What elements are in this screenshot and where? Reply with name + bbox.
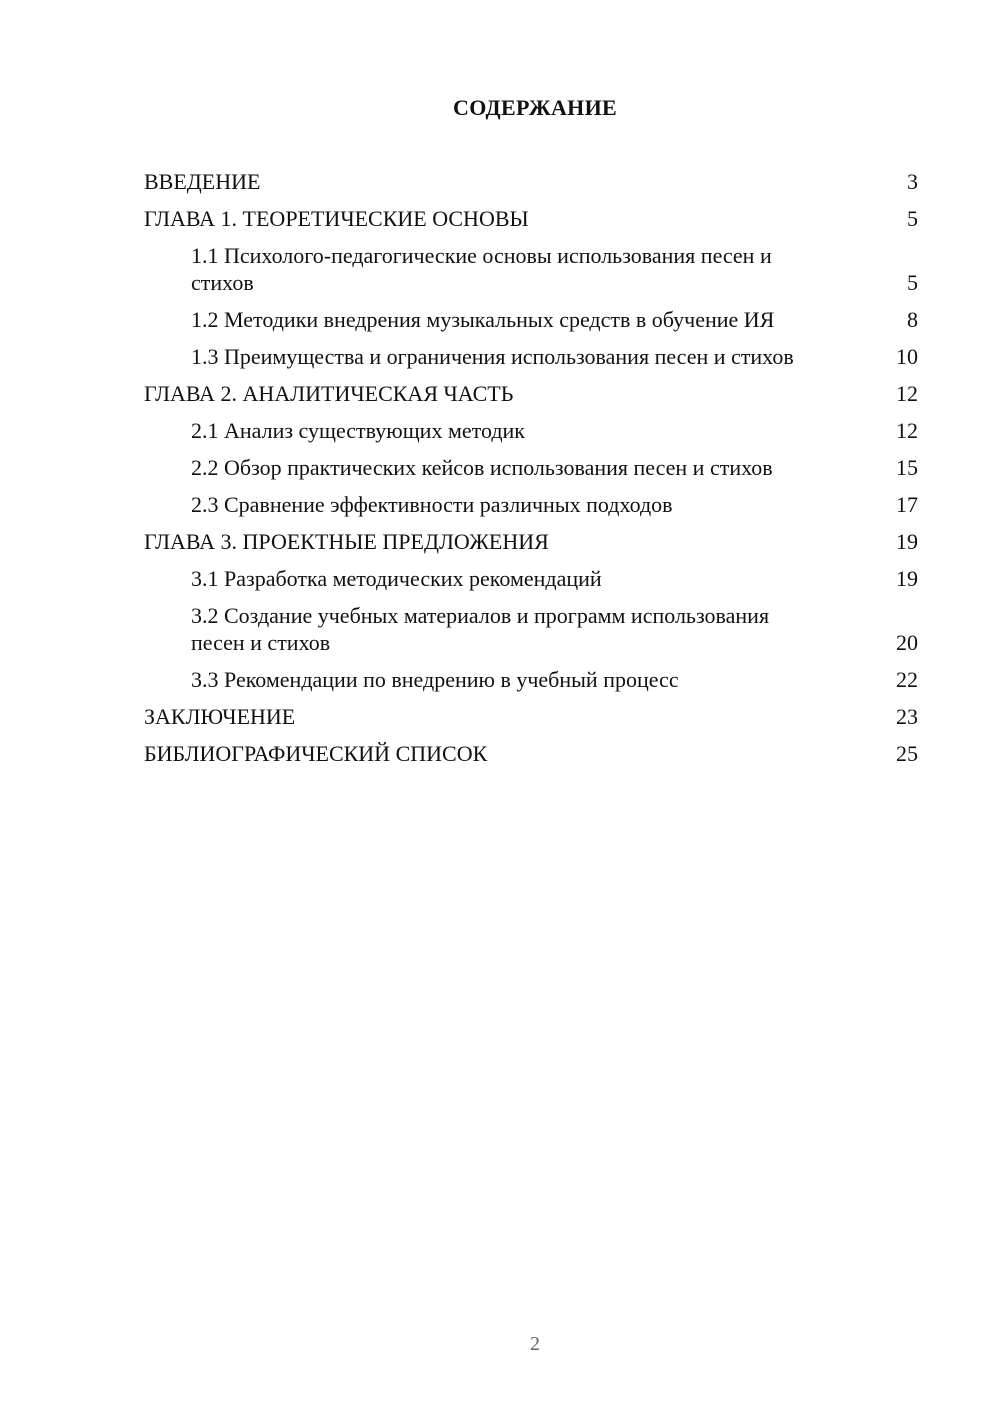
- toc-entry-page: 12: [896, 381, 918, 406]
- toc-subentry[interactable]: [144, 454, 918, 481]
- toc-entry-page: 3: [907, 169, 918, 194]
- page-number: 2: [530, 1333, 540, 1355]
- toc-entry[interactable]: [144, 703, 918, 730]
- toc-entry-text: ЗАКЛЮЧЕНИЕ: [144, 704, 296, 729]
- toc-entry-text: 1.2 Методики внедрения музыкальных средств в обучение ИЯ: [191, 307, 775, 332]
- toc-entry-text: ГЛАВА 3. ПРОЕКТНЫЕ ПРЕДЛОЖЕНИЯ: [144, 529, 549, 554]
- toc-entry-page: 17: [896, 492, 918, 517]
- toc-subentry[interactable]: [144, 242, 918, 296]
- toc-subentry[interactable]: [144, 666, 918, 693]
- toc-entry-page: 20: [896, 630, 918, 655]
- toc-entry-text: 1.1 Психолого-педагогические основы использования песен и стихов: [191, 243, 772, 295]
- toc-entry-page: 19: [896, 566, 918, 591]
- toc-entry-text: ГЛАВА 1. ТЕОРЕТИЧЕСКИЕ ОСНОВЫ: [144, 206, 529, 231]
- toc-subentry[interactable]: [144, 602, 918, 656]
- toc-entry-page: 22: [896, 667, 918, 692]
- toc-entry-page: 19: [896, 529, 918, 554]
- toc-entry-text: 3.2 Создание учебных материалов и программ использования песен и стихов: [191, 603, 770, 655]
- toc-entry-text: 1.3 Преимущества и ограничения использования песен и стихов: [191, 344, 794, 369]
- toc-entry-text: ВВЕДЕНИЕ: [144, 169, 261, 194]
- toc-entry[interactable]: [144, 380, 918, 407]
- toc-entry-page: 5: [907, 206, 918, 231]
- toc-entry-text: 3.1 Разработка методических рекомендаций: [191, 566, 602, 591]
- toc-entry-text: 2.3 Сравнение эффективности различных подходов: [191, 492, 673, 517]
- toc-entry-text: 2.2 Обзор практических кейсов использования песен и стихов: [191, 455, 773, 480]
- toc-entry[interactable]: [144, 205, 918, 232]
- toc-entry-page: 23: [896, 704, 918, 729]
- toc-subentry[interactable]: [144, 491, 918, 518]
- toc-entry-page: 12: [896, 418, 918, 443]
- toc-entry-text: 3.3 Рекомендации по внедрению в учебный процесс: [191, 667, 679, 692]
- toc-entry-text: БИБЛИОГРАФИЧЕСКИЙ СПИСОК: [144, 741, 488, 766]
- table-of-contents: [144, 168, 918, 777]
- toc-subentry[interactable]: [144, 306, 918, 333]
- toc-subentry[interactable]: [144, 343, 918, 370]
- toc-entry[interactable]: [144, 528, 918, 555]
- toc-entry-page: 25: [896, 741, 918, 766]
- toc-entry-page: 5: [907, 270, 918, 295]
- toc-entry-text: ГЛАВА 2. АНАЛИТИЧЕСКАЯ ЧАСТЬ: [144, 381, 514, 406]
- toc-entry[interactable]: [144, 168, 918, 195]
- toc-subentry[interactable]: [144, 565, 918, 592]
- toc-entry-page: 8: [907, 307, 918, 332]
- page-title: СОДЕРЖАНИЕ: [453, 95, 617, 120]
- toc-entry-page: 10: [896, 344, 918, 369]
- toc-entry[interactable]: [144, 740, 918, 767]
- toc-entry-page: 15: [896, 455, 918, 480]
- toc-subentry[interactable]: [144, 417, 918, 444]
- toc-entry-text: 2.1 Анализ существующих методик: [191, 418, 525, 443]
